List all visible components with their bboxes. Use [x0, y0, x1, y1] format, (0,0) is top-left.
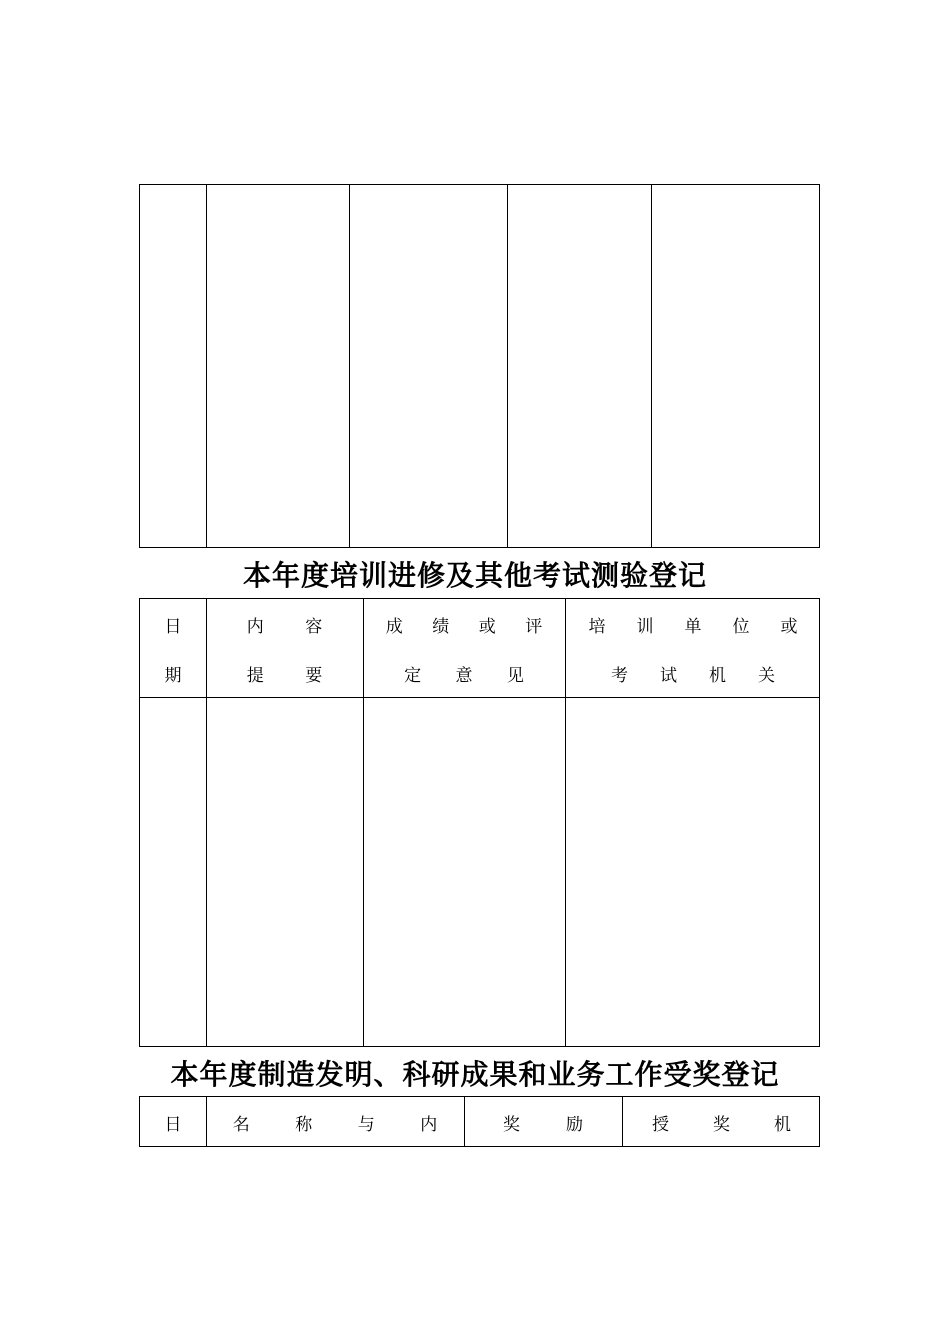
award-header-date: 日	[164, 1114, 182, 1135]
award-table	[139, 1096, 820, 1147]
header-grade-line1: 成 绩 或 评	[385, 616, 543, 637]
award-section-title: 本年度制造发明、科研成果和业务工作受奖登记	[170, 1058, 780, 1091]
header-divider	[140, 697, 819, 698]
header-content-line2: 提 要	[246, 665, 323, 686]
header-date-line2: 期	[164, 665, 182, 686]
header-content-line1: 内 容	[246, 616, 323, 637]
header-unit-line2: 考 试 机 关	[611, 665, 775, 686]
award-header-authority: 授 奖 机	[652, 1114, 791, 1135]
training-table	[139, 598, 820, 1047]
column-divider	[651, 185, 652, 547]
award-header-reward: 奖 励	[503, 1114, 583, 1135]
header-unit-line1: 培 训 单 位 或	[588, 616, 798, 637]
previous-table-continuation	[139, 184, 820, 548]
training-section-title: 本年度培训进修及其他考试测验登记	[242, 559, 707, 592]
header-grade-line2: 定 意 见	[404, 665, 524, 686]
column-divider	[507, 185, 508, 547]
award-header-name-content: 名 称 与 内	[232, 1114, 438, 1135]
header-date-line1: 日	[164, 616, 182, 637]
column-divider	[349, 185, 350, 547]
column-divider	[206, 185, 207, 547]
